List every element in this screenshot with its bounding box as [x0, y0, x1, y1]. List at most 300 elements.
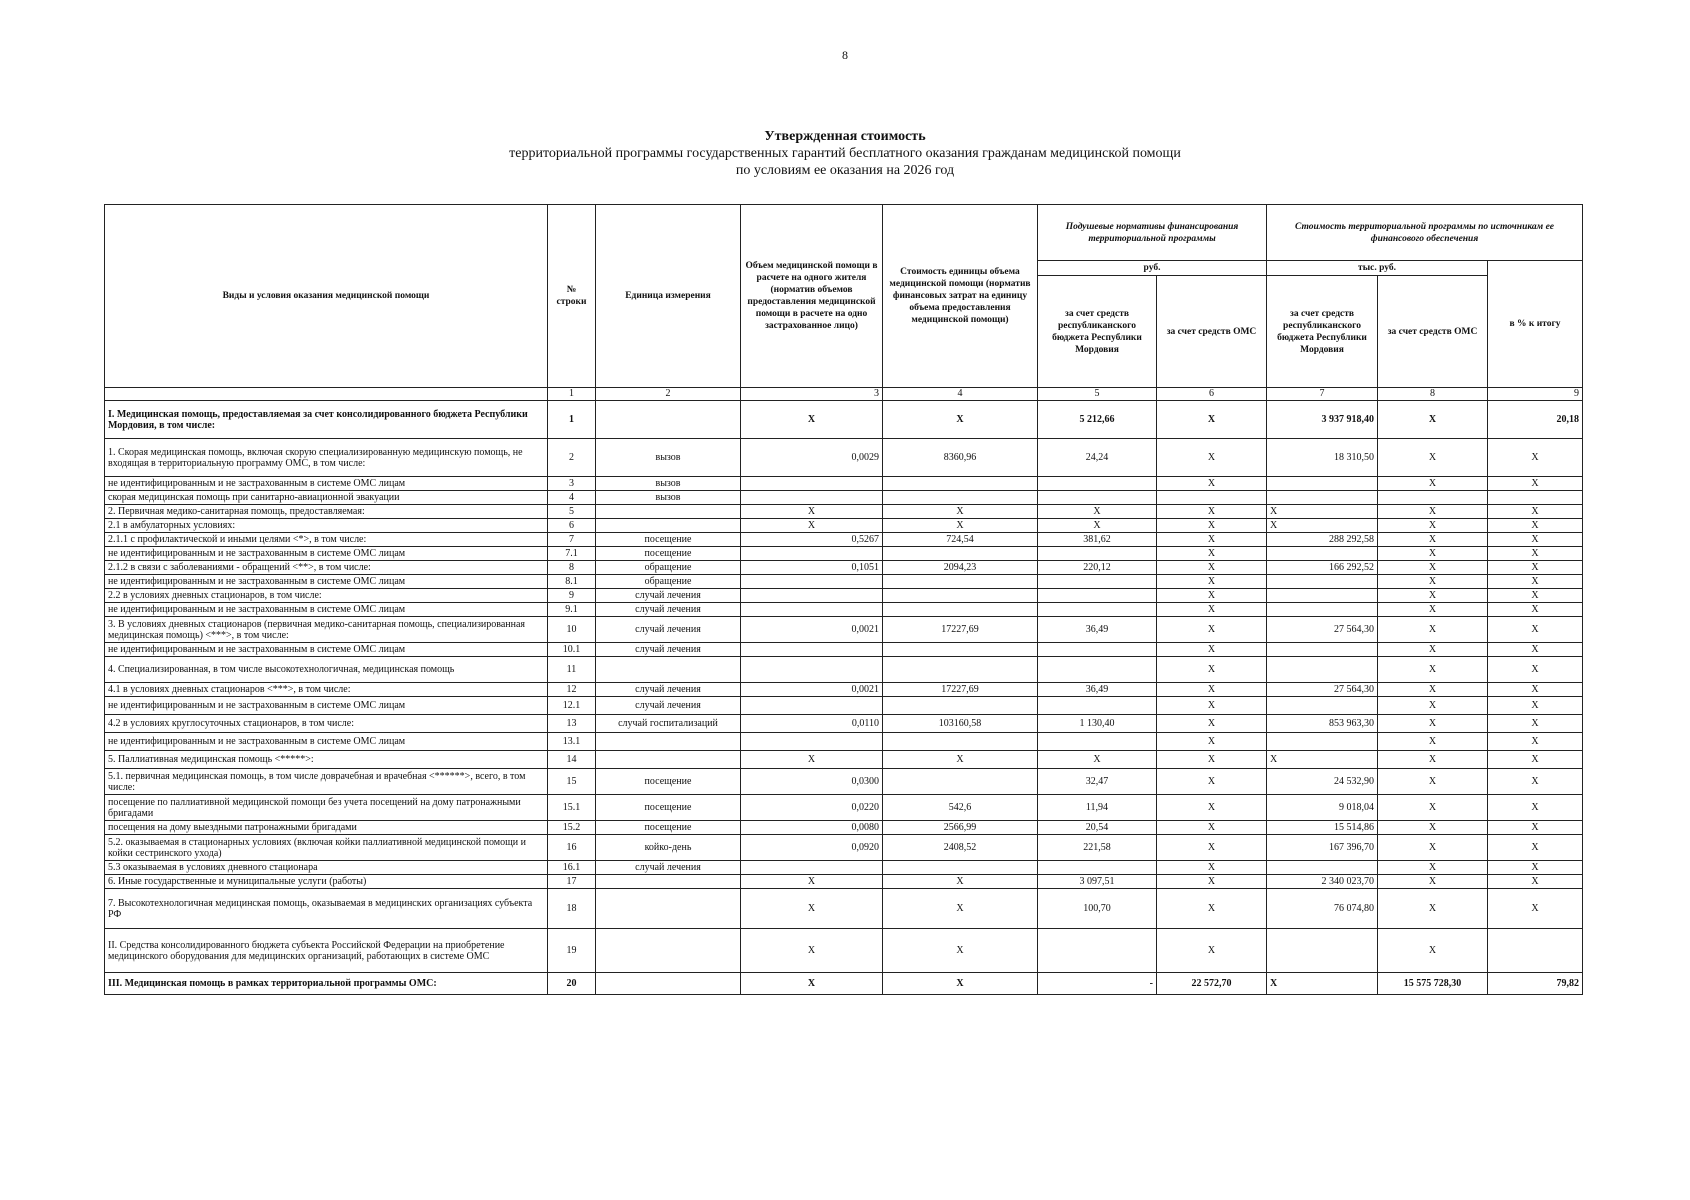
row-percent: X — [1488, 505, 1583, 519]
row-norm-budget: 5 212,66 — [1038, 401, 1157, 439]
table-row — [105, 491, 1583, 505]
row-unit-cost: X — [883, 519, 1038, 533]
row-percent: X — [1488, 769, 1583, 795]
row-cost-oms: X — [1378, 533, 1488, 547]
row-volume: 0,1051 — [741, 561, 883, 575]
row-number: 12.1 — [548, 697, 596, 715]
table-row — [105, 643, 1583, 657]
row-name: II. Средства консолидированного бюджета субъекта Российской Федерации на приобретение медицинского оборудования для медицинских организаций, работающих в системе ОМС — [105, 929, 548, 973]
row-number: 12 — [548, 683, 596, 697]
row-unit-cost — [883, 575, 1038, 589]
row-norm-budget — [1038, 477, 1157, 491]
row-norm-oms: X — [1157, 589, 1267, 603]
row-percent: X — [1488, 751, 1583, 769]
row-unit-cost: 2094,23 — [883, 561, 1038, 575]
row-norm-budget — [1038, 643, 1157, 657]
row-norm-oms: X — [1157, 889, 1267, 929]
row-cost-budget: 853 963,30 — [1267, 715, 1378, 733]
row-name: 4. Специализированная, в том числе высокотехнологичная, медицинская помощь — [105, 657, 548, 683]
row-number: 16 — [548, 835, 596, 861]
row-cost-oms: X — [1378, 505, 1488, 519]
row-name: не идентифицированным и не застрахованным в системе ОМС лицам — [105, 643, 548, 657]
row-norm-oms: X — [1157, 643, 1267, 657]
row-unit-cost: X — [883, 973, 1038, 995]
row-name: 7. Высокотехнологичная медицинская помощь, оказываемая в медицинских организациях субъекта РФ — [105, 889, 548, 929]
row-number: 2 — [548, 439, 596, 477]
table-row — [105, 769, 1583, 795]
row-percent: X — [1488, 733, 1583, 751]
row-unit: случай лечения — [596, 697, 741, 715]
row-unit: вызов — [596, 491, 741, 505]
row-cost-budget — [1267, 547, 1378, 561]
row-volume: 0,0300 — [741, 769, 883, 795]
column-number: 1 — [548, 388, 596, 401]
row-percent: X — [1488, 439, 1583, 477]
row-unit: посещение — [596, 533, 741, 547]
table-row — [105, 477, 1583, 491]
row-norm-budget: 36,49 — [1038, 683, 1157, 697]
table-row — [105, 617, 1583, 643]
row-percent: 20,18 — [1488, 401, 1583, 439]
row-number: 9 — [548, 589, 596, 603]
row-unit — [596, 733, 741, 751]
row-name: 2.1.1 с профилактической и иными целями <*>, в том числе: — [105, 533, 548, 547]
row-unit — [596, 929, 741, 973]
row-name: не идентифицированным и не застрахованным в системе ОМС лицам — [105, 603, 548, 617]
title-line-3: по условиям ее оказания на 2026 год — [735, 163, 955, 178]
row-number: 15.1 — [548, 795, 596, 821]
row-volume: 0,0021 — [741, 617, 883, 643]
row-norm-budget: 100,70 — [1038, 889, 1157, 929]
row-number: 15.2 — [548, 821, 596, 835]
row-volume: 0,0220 — [741, 795, 883, 821]
table-row — [105, 547, 1583, 561]
row-number: 7 — [548, 533, 596, 547]
row-unit-cost: 542,6 — [883, 795, 1038, 821]
row-norm-oms: X — [1157, 769, 1267, 795]
row-cost-oms: X — [1378, 795, 1488, 821]
row-cost-budget: X — [1267, 973, 1378, 995]
row-unit-cost — [883, 769, 1038, 795]
row-unit-cost: X — [883, 505, 1038, 519]
row-cost-oms: X — [1378, 861, 1488, 875]
row-norm-oms: X — [1157, 821, 1267, 835]
row-volume: 0,0080 — [741, 821, 883, 835]
row-volume: 0,0920 — [741, 835, 883, 861]
row-name: не идентифицированным и не застрахованным в системе ОМС лицам — [105, 575, 548, 589]
row-unit-cost: X — [883, 929, 1038, 973]
row-volume — [741, 589, 883, 603]
row-unit — [596, 401, 741, 439]
row-norm-budget: X — [1038, 519, 1157, 533]
row-unit-cost: X — [883, 889, 1038, 929]
row-cost-budget — [1267, 477, 1378, 491]
row-unit — [596, 973, 741, 995]
row-cost-oms: X — [1378, 835, 1488, 861]
row-cost-oms: X — [1378, 769, 1488, 795]
document-title — [0, 128, 1690, 179]
row-norm-budget — [1038, 491, 1157, 505]
row-volume: 0,0029 — [741, 439, 883, 477]
row-volume — [741, 477, 883, 491]
row-unit-cost: 8360,96 — [883, 439, 1038, 477]
row-cost-budget: X — [1267, 519, 1378, 533]
row-name: не идентифицированным и не застрахованным в системе ОМС лицам — [105, 547, 548, 561]
row-cost-oms: X — [1378, 821, 1488, 835]
row-cost-budget: 27 564,30 — [1267, 617, 1378, 643]
row-unit: случай лечения — [596, 683, 741, 697]
row-number: 10.1 — [548, 643, 596, 657]
row-cost-oms: X — [1378, 589, 1488, 603]
row-cost-oms: X — [1378, 751, 1488, 769]
row-name: не идентифицированным и не застрахованным в системе ОМС лицам — [105, 697, 548, 715]
row-unit — [596, 657, 741, 683]
row-unit: случай лечения — [596, 861, 741, 875]
row-percent: X — [1488, 795, 1583, 821]
row-norm-budget: X — [1038, 751, 1157, 769]
row-percent: X — [1488, 861, 1583, 875]
row-number: 8.1 — [548, 575, 596, 589]
row-name: 3. В условиях дневных стационаров (первичная медико-санитарная помощь, специализированная медицинская помощь) <***>, в том числе: — [105, 617, 548, 643]
row-unit-cost: 2408,52 — [883, 835, 1038, 861]
row-name: 4.1 в условиях дневных стационаров <***>, в том числе: — [105, 683, 548, 697]
row-name: 5.3 оказываемая в условиях дневного стационара — [105, 861, 548, 875]
row-unit-cost — [883, 697, 1038, 715]
row-number: 8 — [548, 561, 596, 575]
row-unit-cost: 2566,99 — [883, 821, 1038, 835]
column-number: 5 — [1038, 388, 1157, 401]
row-unit: посещение — [596, 769, 741, 795]
row-norm-oms: X — [1157, 533, 1267, 547]
row-name: посещение по паллиативной медицинской помощи без учета посещений на дому патронажными бригадами — [105, 795, 548, 821]
row-norm-budget: 36,49 — [1038, 617, 1157, 643]
row-unit — [596, 751, 741, 769]
row-cost-budget: X — [1267, 751, 1378, 769]
header-cost-oms: за счет средств ОМС — [1378, 276, 1488, 388]
row-percent: X — [1488, 835, 1583, 861]
cost-table — [104, 204, 1583, 995]
row-norm-oms: X — [1157, 561, 1267, 575]
row-unit-cost — [883, 603, 1038, 617]
row-norm-budget — [1038, 547, 1157, 561]
row-volume — [741, 491, 883, 505]
row-cost-oms: X — [1378, 561, 1488, 575]
row-percent: X — [1488, 683, 1583, 697]
table-row — [105, 401, 1583, 439]
column-number: 9 — [1488, 388, 1583, 401]
row-volume: 0,5267 — [741, 533, 883, 547]
row-name: 1. Скорая медицинская помощь, включая скорую специализированную медицинскую помощь, не входящая в территориальную программу ОМС, в том числе: — [105, 439, 548, 477]
row-unit-cost: X — [883, 401, 1038, 439]
row-norm-oms: X — [1157, 575, 1267, 589]
row-cost-oms: X — [1378, 875, 1488, 889]
header-rownum: № строки — [548, 205, 596, 388]
row-volume — [741, 575, 883, 589]
row-volume: X — [741, 929, 883, 973]
row-volume: X — [741, 751, 883, 769]
row-volume — [741, 733, 883, 751]
row-cost-budget: X — [1267, 505, 1378, 519]
row-percent: X — [1488, 575, 1583, 589]
row-percent: X — [1488, 643, 1583, 657]
table-row — [105, 683, 1583, 697]
row-cost-oms: 15 575 728,30 — [1378, 973, 1488, 995]
row-unit-cost: 724,54 — [883, 533, 1038, 547]
row-unit-cost — [883, 643, 1038, 657]
row-norm-oms: X — [1157, 657, 1267, 683]
row-cost-budget: 166 292,52 — [1267, 561, 1378, 575]
row-percent: X — [1488, 477, 1583, 491]
row-cost-oms: X — [1378, 477, 1488, 491]
row-cost-budget: 24 532,90 — [1267, 769, 1378, 795]
table-row — [105, 733, 1583, 751]
row-unit: посещение — [596, 547, 741, 561]
table-row — [105, 861, 1583, 875]
row-cost-oms: X — [1378, 575, 1488, 589]
table-row — [105, 575, 1583, 589]
row-norm-budget: 20,54 — [1038, 821, 1157, 835]
table-row — [105, 697, 1583, 715]
row-unit-cost — [883, 657, 1038, 683]
row-unit — [596, 505, 741, 519]
column-numbers-row — [105, 388, 1583, 401]
row-percent: X — [1488, 519, 1583, 533]
row-cost-budget — [1267, 491, 1378, 505]
row-number: 5 — [548, 505, 596, 519]
row-unit: случай госпитализаций — [596, 715, 741, 733]
row-percent: X — [1488, 589, 1583, 603]
row-volume: X — [741, 401, 883, 439]
row-number: 19 — [548, 929, 596, 973]
row-cost-budget: 27 564,30 — [1267, 683, 1378, 697]
table-row — [105, 929, 1583, 973]
row-cost-oms: X — [1378, 439, 1488, 477]
row-name: I. Медицинская помощь, предоставляемая за счет консолидированного бюджета Республики Мордовия, в том числе: — [105, 401, 548, 439]
row-volume — [741, 643, 883, 657]
table-row — [105, 835, 1583, 861]
row-norm-budget: - — [1038, 973, 1157, 995]
row-cost-budget — [1267, 657, 1378, 683]
row-name: посещения на дому выездными патронажными бригадами — [105, 821, 548, 835]
row-name: 6. Иные государственные и муниципальные услуги (работы) — [105, 875, 548, 889]
row-cost-budget: 3 937 918,40 — [1267, 401, 1378, 439]
row-norm-budget: 1 130,40 — [1038, 715, 1157, 733]
column-number: 6 — [1157, 388, 1267, 401]
header-volume: Объем медицинской помощи в расчете на одного жителя (норматив объемов предоставления медицинской помощи в расчете на одно застрахованное лицо) — [741, 205, 883, 388]
row-cost-budget: 167 396,70 — [1267, 835, 1378, 861]
row-number: 11 — [548, 657, 596, 683]
row-cost-oms: X — [1378, 683, 1488, 697]
row-unit: обращение — [596, 561, 741, 575]
row-norm-budget: 11,94 — [1038, 795, 1157, 821]
row-cost-budget — [1267, 643, 1378, 657]
row-unit: случай лечения — [596, 589, 741, 603]
column-number: 3 — [741, 388, 883, 401]
row-unit — [596, 889, 741, 929]
row-norm-budget: 24,24 — [1038, 439, 1157, 477]
row-cost-budget — [1267, 733, 1378, 751]
table-row — [105, 533, 1583, 547]
table-row — [105, 589, 1583, 603]
header-norms-oms: за счет средств ОМС — [1157, 276, 1267, 388]
row-unit: вызов — [596, 439, 741, 477]
table-row — [105, 505, 1583, 519]
row-norm-budget: 221,58 — [1038, 835, 1157, 861]
row-cost-oms: X — [1378, 889, 1488, 929]
row-name: 5.1. первичная медицинская помощь, в том числе доврачебная и врачебная <******>, всего, в том числе: — [105, 769, 548, 795]
row-cost-budget — [1267, 575, 1378, 589]
column-number: 4 — [883, 388, 1038, 401]
table-row — [105, 439, 1583, 477]
title-line-1: Утвержденная стоимость — [764, 129, 926, 144]
row-number: 6 — [548, 519, 596, 533]
row-number: 10 — [548, 617, 596, 643]
row-unit: посещение — [596, 795, 741, 821]
row-name: 2. Первичная медико-санитарная помощь, предоставляемая: — [105, 505, 548, 519]
row-norm-oms: X — [1157, 715, 1267, 733]
row-unit-cost — [883, 733, 1038, 751]
header-group-cost: Стоимость территориальной программы по источникам ее финансового обеспечения — [1267, 205, 1583, 261]
row-norm-oms: X — [1157, 617, 1267, 643]
row-percent: X — [1488, 657, 1583, 683]
column-number: 2 — [596, 388, 741, 401]
row-percent: X — [1488, 875, 1583, 889]
row-cost-oms — [1378, 491, 1488, 505]
row-percent: X — [1488, 697, 1583, 715]
row-percent: X — [1488, 889, 1583, 929]
row-norm-oms: X — [1157, 477, 1267, 491]
row-norm-budget: 32,47 — [1038, 769, 1157, 795]
row-norm-oms: X — [1157, 547, 1267, 561]
row-cost-oms: X — [1378, 733, 1488, 751]
row-cost-budget — [1267, 929, 1378, 973]
row-name: III. Медицинская помощь в рамках территориальной программы ОМС: — [105, 973, 548, 995]
row-cost-budget: 9 018,04 — [1267, 795, 1378, 821]
row-number: 9.1 — [548, 603, 596, 617]
row-unit: обращение — [596, 575, 741, 589]
row-cost-oms: X — [1378, 715, 1488, 733]
row-number: 14 — [548, 751, 596, 769]
row-norm-budget: 3 097,51 — [1038, 875, 1157, 889]
row-unit: койко-день — [596, 835, 741, 861]
row-norm-oms: X — [1157, 683, 1267, 697]
table-row — [105, 603, 1583, 617]
table-row — [105, 519, 1583, 533]
row-percent — [1488, 491, 1583, 505]
row-cost-budget — [1267, 697, 1378, 715]
row-number: 20 — [548, 973, 596, 995]
row-unit: посещение — [596, 821, 741, 835]
row-name: 5. Паллиативная медицинская помощь <*****>: — [105, 751, 548, 769]
row-norm-budget: 381,62 — [1038, 533, 1157, 547]
row-norm-oms: X — [1157, 929, 1267, 973]
row-unit-cost: 17227,69 — [883, 683, 1038, 697]
page-number: 8 — [842, 48, 848, 62]
row-norm-oms: X — [1157, 603, 1267, 617]
row-name: 2.1.2 в связи с заболеваниями - обращений <**>, в том числе: — [105, 561, 548, 575]
row-norm-oms: X — [1157, 751, 1267, 769]
row-number: 17 — [548, 875, 596, 889]
row-percent: 79,82 — [1488, 973, 1583, 995]
row-unit-cost: X — [883, 751, 1038, 769]
row-volume: X — [741, 973, 883, 995]
row-norm-oms: X — [1157, 439, 1267, 477]
row-number: 16.1 — [548, 861, 596, 875]
row-number: 4 — [548, 491, 596, 505]
row-cost-oms: X — [1378, 617, 1488, 643]
row-unit-cost: 17227,69 — [883, 617, 1038, 643]
header-pct: в % к итогу — [1488, 261, 1583, 388]
row-cost-oms: X — [1378, 929, 1488, 973]
row-cost-budget: 18 310,50 — [1267, 439, 1378, 477]
row-unit: случай лечения — [596, 603, 741, 617]
row-norm-oms: 22 572,70 — [1157, 973, 1267, 995]
row-norm-oms: X — [1157, 697, 1267, 715]
row-cost-oms: X — [1378, 603, 1488, 617]
row-norm-oms: X — [1157, 505, 1267, 519]
row-unit-cost — [883, 861, 1038, 875]
row-unit: вызов — [596, 477, 741, 491]
table-row — [105, 715, 1583, 733]
row-cost-oms: X — [1378, 547, 1488, 561]
row-volume: X — [741, 889, 883, 929]
header-norms-budget: за счет средств республиканского бюджета Республики Мордовия — [1038, 276, 1157, 388]
row-volume — [741, 657, 883, 683]
row-number: 15 — [548, 769, 596, 795]
table-row — [105, 561, 1583, 575]
row-norm-budget — [1038, 603, 1157, 617]
header-cost-budget: за счет средств республиканского бюджета Республики Мордовия — [1267, 276, 1378, 388]
row-name: не идентифицированным и не застрахованным в системе ОМС лицам — [105, 733, 548, 751]
row-volume — [741, 861, 883, 875]
row-name: 4.2 в условиях круглосуточных стационаров, в том числе: — [105, 715, 548, 733]
row-unit: случай лечения — [596, 643, 741, 657]
table-row — [105, 875, 1583, 889]
row-unit-cost — [883, 477, 1038, 491]
row-volume: X — [741, 519, 883, 533]
row-cost-budget — [1267, 589, 1378, 603]
row-norm-oms: X — [1157, 835, 1267, 861]
row-norm-oms: X — [1157, 401, 1267, 439]
header-norms-unit: руб. — [1038, 261, 1267, 276]
header-group-norms: Подушевые нормативы финансирования территориальной программы — [1038, 205, 1267, 261]
row-volume: 0,0110 — [741, 715, 883, 733]
table-row — [105, 751, 1583, 769]
row-percent: X — [1488, 821, 1583, 835]
row-number: 13 — [548, 715, 596, 733]
row-unit-cost — [883, 491, 1038, 505]
header-kind: Виды и условия оказания медицинской помощи — [105, 205, 548, 388]
row-unit-cost: X — [883, 875, 1038, 889]
row-cost-budget: 15 514,86 — [1267, 821, 1378, 835]
title-line-2: территориальной программы государственных гарантий бесплатного оказания гражданам медицинской помощи — [509, 146, 1181, 161]
row-unit-cost — [883, 547, 1038, 561]
table-row — [105, 821, 1583, 835]
row-norm-oms: X — [1157, 795, 1267, 821]
header-unit: Единица измерения — [596, 205, 741, 388]
table-body — [105, 401, 1583, 995]
row-name: скорая медицинская помощь при санитарно-авиационной эвакуации — [105, 491, 548, 505]
row-cost-oms: X — [1378, 401, 1488, 439]
row-number: 18 — [548, 889, 596, 929]
row-volume — [741, 547, 883, 561]
row-norm-oms — [1157, 491, 1267, 505]
table-row — [105, 795, 1583, 821]
row-cost-budget — [1267, 861, 1378, 875]
row-percent: X — [1488, 617, 1583, 643]
column-number: 7 — [1267, 388, 1378, 401]
row-volume: X — [741, 505, 883, 519]
